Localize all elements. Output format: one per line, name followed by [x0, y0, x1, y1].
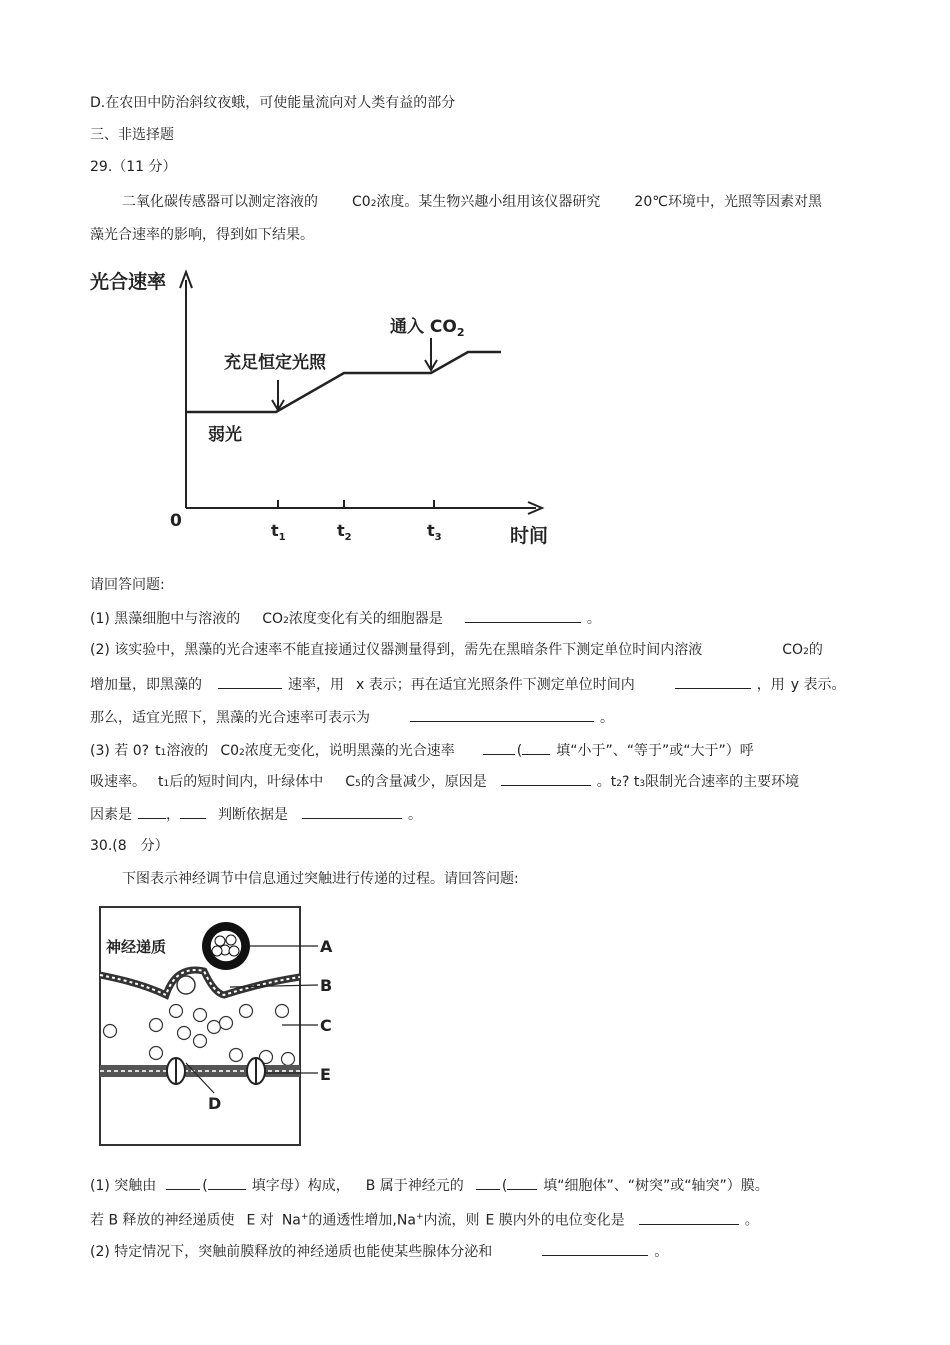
cleft-molecule	[104, 1025, 117, 1038]
p1-line2: 若 B 释放的神经递质使 E 对 Na+的通透性增加,Na+内流，则 E 膜内外的电位变化是 。	[90, 1207, 759, 1231]
cleft-molecule	[276, 1005, 289, 1018]
cleft-molecule	[240, 1005, 253, 1018]
transmitter-molecule	[212, 946, 222, 956]
label-b: B	[320, 976, 333, 995]
label-c: C	[320, 1016, 332, 1035]
q2-line2: 增加量，即黑藻的 速率，用 x 表示；再在适宜光照条件下测定单位时间内 ，用 y 表示。	[90, 673, 845, 695]
q3-blank-5[interactable]	[302, 803, 402, 819]
p1-line1: (1) 突触由 ( 填字母）构成， B 属于神经元的 ( 填“细胞体”、“树突”或“轴突”）膜。	[90, 1174, 769, 1196]
cleft-molecule	[170, 1005, 183, 1018]
section-heading: 三、非选择题	[90, 127, 174, 143]
origin-label: 0	[170, 511, 182, 531]
annotation-co2: 通入 $CO_2$	[390, 317, 465, 339]
x-axis-label: 时间	[510, 525, 549, 547]
q30-heading: 30.(8 分）	[90, 838, 169, 854]
transmitter-molecule	[229, 946, 239, 956]
cleft-molecule	[150, 1019, 163, 1032]
q2-line3: 那么，适宜光照下，黑藻的光合速率可表示为 。	[90, 706, 614, 728]
q3-blank-1[interactable]	[483, 739, 515, 755]
transmitter-molecule	[226, 935, 236, 945]
annotation-sufficient-light: 充足恒定光照	[224, 353, 326, 373]
q29-heading: 29.（11 分）	[90, 159, 177, 175]
cleft-molecule	[220, 1017, 233, 1030]
synapse-diagram	[96, 903, 346, 1151]
q30-intro: 下图表示神经调节中信息通过突触进行传递的过程。请回答问题:	[122, 871, 519, 887]
q3-blank-4[interactable]	[180, 803, 206, 819]
p2-blank[interactable]	[542, 1240, 648, 1256]
label-d: D	[208, 1094, 222, 1113]
cleft-molecule	[194, 1009, 207, 1022]
p1-blank-1-tail	[208, 1174, 246, 1190]
annotation-weak-light: 弱光	[208, 425, 242, 445]
q2-blank-2[interactable]	[675, 673, 751, 689]
q29-intro-line1: 二氧化碳传感器可以测定溶液的 C02浓度。某生物兴趣小组用该仪器研究 20℃环境中，光照等因素对黑	[122, 194, 822, 210]
q3-blank-3[interactable]	[138, 803, 166, 819]
q1-line: (1) 黑藻细胞中与溶液的 CO2浓度变化有关的细胞器是 。	[90, 607, 601, 631]
q3-blank-1-tail	[522, 739, 550, 755]
y-axis-label: 光合速率	[90, 271, 167, 293]
neurotransmitter-label: 神经递质	[106, 938, 167, 956]
transmitter-molecule	[215, 936, 225, 946]
option-d: D.在农田中防治斜纹夜蛾，可使能量流向对人类有益的部分	[90, 95, 456, 111]
x-tick-label: $t_3$	[427, 521, 442, 543]
p1-blank-2-tail	[507, 1174, 537, 1190]
p1-blank-1[interactable]	[166, 1174, 200, 1190]
ask-line: 请回答问题:	[90, 577, 165, 593]
q2-line1: (2) 该实验中，黑藻的光合速率不能直接通过仪器测量得到，需先在黑暗条件下测定单位时间内溶液 CO2的	[90, 642, 823, 658]
q3-line2: 吸速率。 t1后的短时间内，叶绿体中 C5的含量减少，原因是 。t2? t3限制光合速率的主要环境	[90, 770, 799, 794]
p2-line: (2) 特定情况下，突触前膜释放的神经递质也能使某些腺体分泌和 。	[90, 1240, 668, 1262]
cleft-molecule	[282, 1053, 295, 1066]
photosynthesis-chart	[86, 262, 566, 552]
q1-blank[interactable]	[465, 607, 581, 623]
x-tick-label: $t_2$	[337, 521, 352, 543]
q2-blank-1[interactable]	[218, 673, 282, 689]
q3-line1: (3) 若 0? t1溶液的 C02浓度无变化，说明黑藻的光合速率 ( 填“小于”、“等于”或“大于”）呼	[90, 739, 754, 763]
releasing-vesicle	[177, 976, 195, 994]
q3-blank-2[interactable]	[501, 770, 591, 786]
cleft-molecule	[208, 1021, 221, 1034]
p1-blank-2[interactable]	[476, 1174, 500, 1190]
cleft-molecule	[230, 1049, 243, 1062]
q3-line3: 因素是 ， 判断依据是 。	[90, 803, 422, 825]
label-e: E	[320, 1065, 331, 1084]
x-tick-label: $t_1$	[271, 521, 286, 543]
cleft-molecule	[150, 1047, 163, 1060]
q29-intro-line2: 藻光合速率的影响，得到如下结果。	[90, 227, 314, 243]
cleft-molecule	[194, 1035, 207, 1048]
label-a: A	[320, 937, 333, 956]
cleft-molecule	[178, 1027, 191, 1040]
q2-blank-3[interactable]	[410, 706, 594, 722]
p1-blank-3[interactable]	[639, 1209, 739, 1225]
